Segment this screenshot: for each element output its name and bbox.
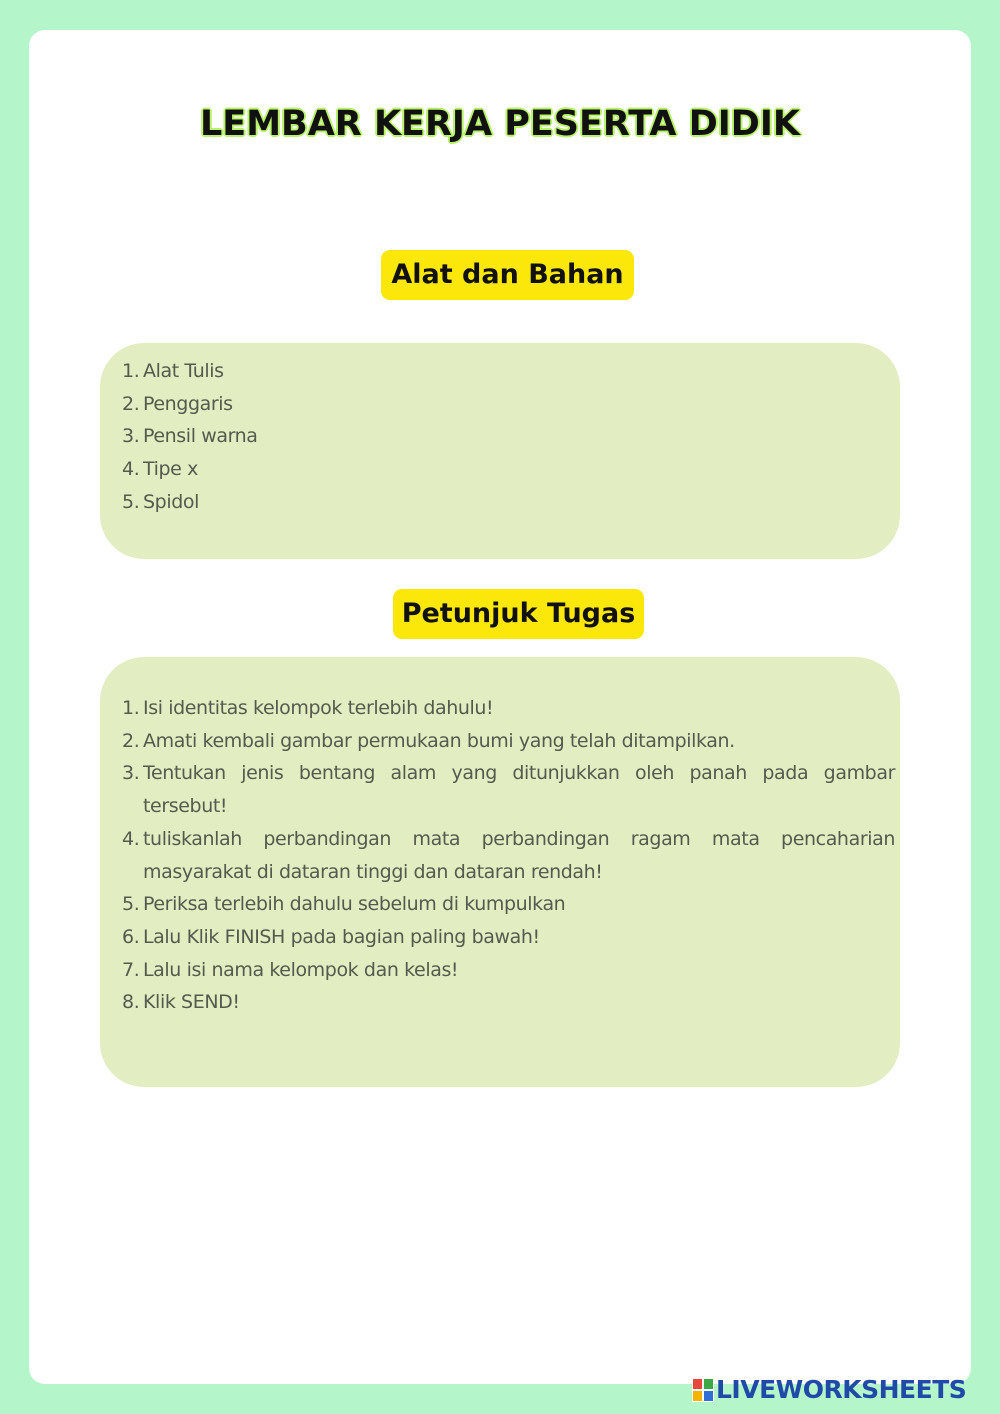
list-item — [122, 420, 895, 453]
list-item — [122, 888, 895, 921]
list-item-number: 3. — [122, 425, 140, 448]
list-item-number: 7. — [122, 958, 140, 981]
petunjuk-tugas-list — [122, 692, 895, 1019]
list-item — [122, 823, 895, 888]
logo-square-red — [692, 1378, 703, 1390]
list-item-text: Spidol — [143, 490, 199, 513]
list-item-text: Alat Tulis — [143, 360, 224, 382]
list-item-number: 6. — [122, 925, 140, 948]
list-item-number: 3. — [122, 762, 140, 785]
alat-dan-bahan-list — [122, 355, 895, 519]
list-item-text: Lalu Klik FINISH pada bagian paling bawah! — [143, 925, 540, 948]
list-item-text: Lalu isi nama kelompok dan kelas! — [143, 958, 459, 981]
list-item-number: 4. — [122, 827, 140, 850]
brand-name: LIVEWORKSHEETS — [716, 1375, 967, 1404]
list-item-number: 5. — [122, 490, 140, 513]
list-item — [122, 921, 895, 954]
alat-dan-bahan-panel — [100, 343, 900, 559]
list-item-text: Klik SEND! — [143, 991, 240, 1014]
list-item — [122, 954, 895, 987]
list-item — [122, 986, 895, 1019]
list-item — [122, 725, 895, 758]
logo-square-blue — [703, 1390, 714, 1402]
page-title: LEMBAR KERJA PESERTA DIDIK — [200, 104, 800, 144]
list-item-text: Pensil warna — [143, 425, 258, 448]
section-heading-petunjuk-tugas: Petunjuk Tugas — [393, 589, 644, 639]
list-item-text: tuliskanlah perbandingan mata perbandingan ragam mata pencaharian masyarakat di dataran tinggi dan dataran rendah! — [143, 827, 895, 883]
list-item-number: 1. — [122, 360, 140, 382]
petunjuk-tugas-panel — [100, 657, 900, 1087]
list-item-text: Amati kembali gambar permukaan bumi yang telah ditampilkan. — [143, 729, 735, 752]
list-item-text: Periksa terlebih dahulu sebelum di kumpulkan — [143, 893, 566, 916]
list-item — [122, 692, 895, 725]
list-item — [122, 388, 895, 421]
list-item-number: 4. — [122, 458, 140, 481]
list-item — [122, 355, 895, 388]
list-item-number: 2. — [122, 392, 140, 415]
list-item-number: 2. — [122, 729, 140, 752]
list-item — [122, 486, 895, 519]
list-item-text: Penggaris — [143, 392, 233, 415]
logo-square-yellow — [692, 1390, 703, 1402]
list-item-number: 5. — [122, 893, 140, 916]
logo-square-green — [703, 1378, 714, 1390]
list-item-number: 8. — [122, 991, 140, 1014]
list-item-number: 1. — [122, 697, 140, 719]
list-item-text: Tipe x — [143, 458, 198, 481]
list-item-text: Isi identitas kelompok terlebih dahulu! — [143, 697, 494, 719]
list-item — [122, 453, 895, 486]
liveworksheets-brand-link[interactable] — [692, 1374, 966, 1406]
liveworksheets-logo-icon — [692, 1378, 714, 1402]
list-item-text: Tentukan jenis bentang alam yang ditunjukkan oleh panah pada gambar tersebut! — [143, 762, 895, 818]
section-heading-alat-dan-bahan: Alat dan Bahan — [381, 250, 634, 300]
list-item — [122, 757, 895, 822]
